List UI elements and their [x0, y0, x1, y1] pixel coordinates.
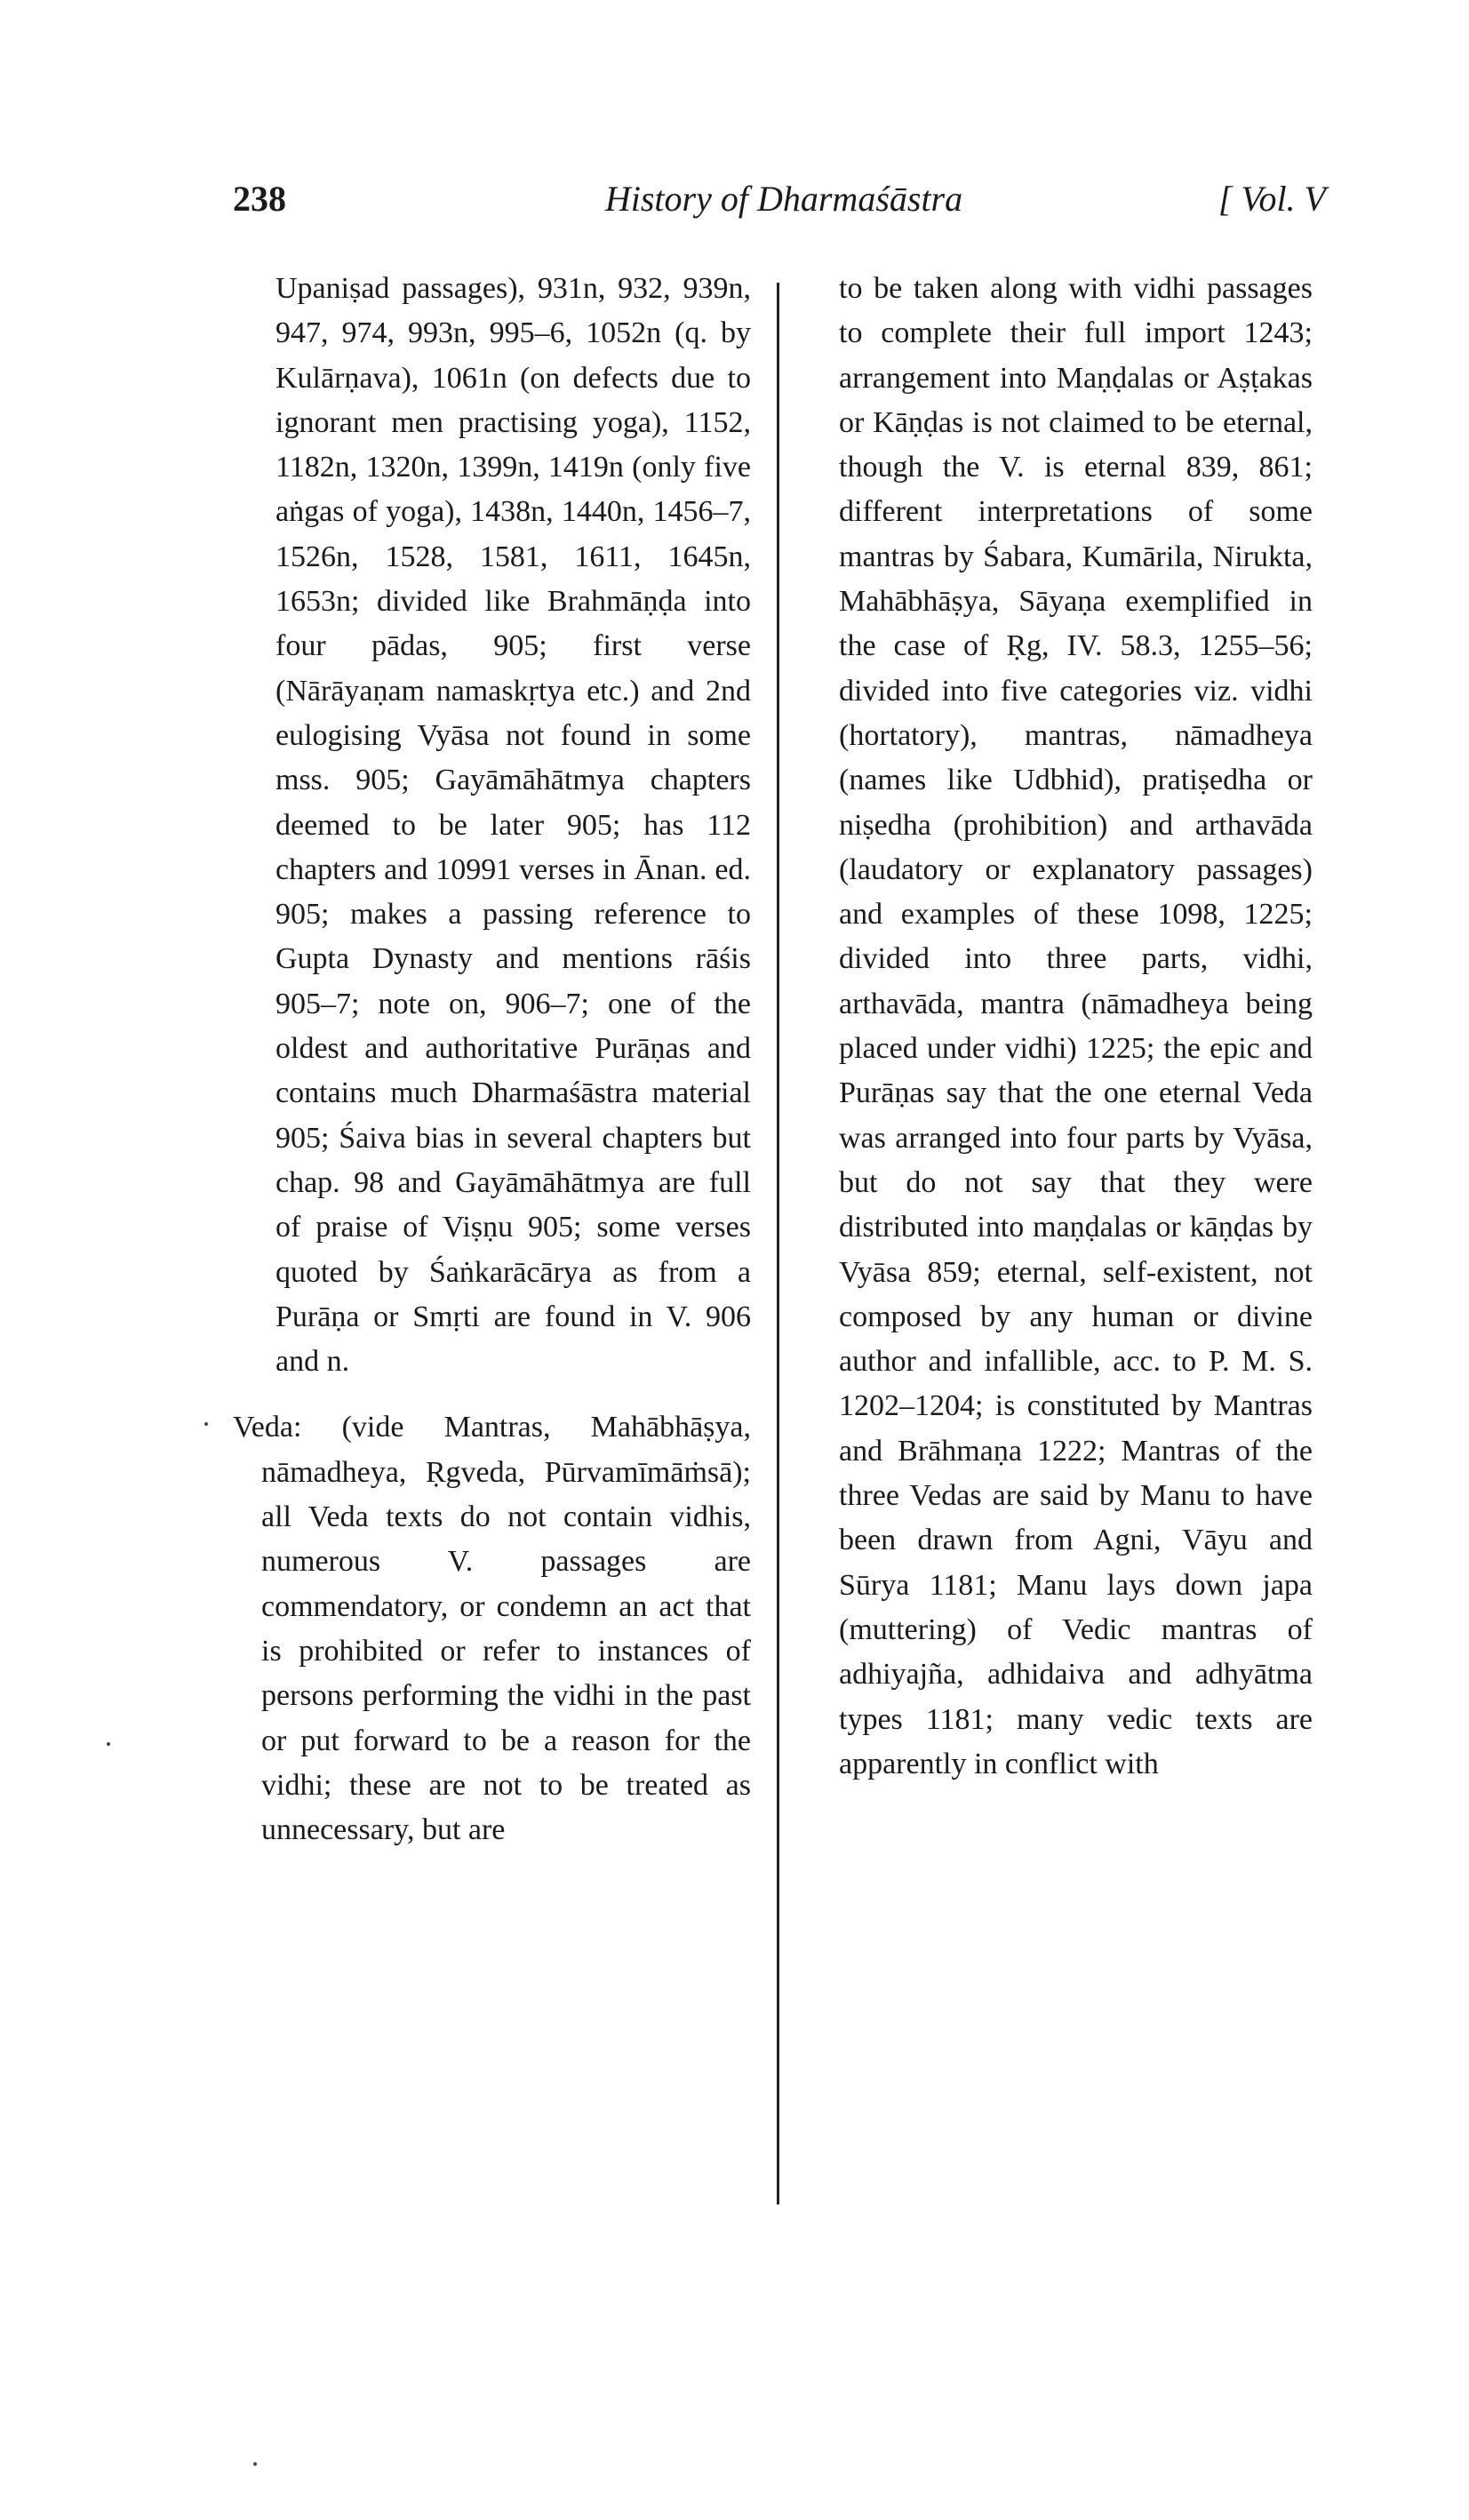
- scan-speck: [253, 2462, 257, 2466]
- page-header: [233, 178, 1326, 231]
- index-entry-continued: Upaniṣad passages), 931n, 932, 939n, 947, 974, 993n, 995–6, 1052n (q. by Kulārṇava), 1061n (on defects due to ignorant men practising yoga), 1152, 1182n, 1320n, 1399n, 1419n (only five aṅgas of yoga), 1438n, 1440n, 1456–7, 1526n, 1528, 1581, 1611, 1645n, 1653n; divided like Brahmāṇḍa into four pādas, 905; first verse (Nārāyaṇam namaskṛtya etc.) and 2nd eulogising Vyāsa not found in some mss. 905; Gayāmāhātmya chapters deemed to be later 905; has 112 chapters and 10991 verses in Ānan. ed. 905; makes a passing reference to Gupta Dynasty and mentions rāśis 905–7; note on, 906–7; one of the oldest and authoritative Purāṇas and contains much Dharmaśāstra material 905; Śaiva bias in several chapters but chap. 98 and Gayāmāhātmya are full of praise of Viṣṇu 905; some verses quoted by Śaṅkarācārya as from a Purāṇa or Smṛti are found in V. 906 and n.: [275, 272, 751, 1379]
- left-column: [233, 267, 751, 1852]
- index-entry-veda-continued: to be taken along with vidhi passages to complete their full import 1243; arrangement into Maṇḍalas or Aṣṭakas or Kāṇḍas is not claimed to be eternal, though the V. is eternal 839, 861; different interpretations of some mantras by Śabara, Kumārila, Nirukta, Mahābhāṣya, Sāyaṇa exemplified in the case of Ṛg, IV. 58.3, 1255–56; divided into five categories viz. vidhi (hortatory), mantras, nāmadheya (names like Udbhid), pratiṣedha or niṣedha (prohibition) and arthavāda (laudatory or explanatory passages) and examples of these 1098, 1225; divided into three parts, vidhi, arthavāda, mantra (nāmadheya being placed under vidhi) 1225; the epic and Purāṇas say that the one eternal Veda was arranged into four parts by Vyāsa, but do not say that they were distributed into maṇḍalas or kāṇḍas by Vyāsa 859; eternal, self-existent, not composed by any human or divine author and infallible, acc. to P. M. S. 1202–1204; is constituted by Mantras and Brāhmaṇa 1222; Mantras of the three Vedas are said by Manu to have been drawn from Agni, Vāyu and Sūrya 1181; Manu lays down japa (muttering) of Vedic mantras of adhiyajña, adhidaiva and adhyātma types 1181; many vedic texts are apparently in conflict with: [839, 272, 1313, 1780]
- right-column: [839, 267, 1313, 1787]
- index-entry-veda: Veda: (vide Mantras, Mahābhāṣya, nāmadheya, Ṛgveda, Pūrvamīmāṁsā); all Veda texts do not contain vidhis, numerous V. passages are commendatory, or condemn an act that is prohibited or refer to instances of persons performing the vidhi in the past or put forward to be a reason for the vidhi; these are not to be treated as unnecessary, but are: [233, 1411, 751, 1847]
- column-divider: [777, 283, 779, 2204]
- scan-speck: [107, 1742, 110, 1746]
- volume-label: [ Vol. V: [1218, 179, 1326, 219]
- running-title: History of Dharmaśāstra: [604, 179, 963, 219]
- page-number: 238: [233, 179, 286, 219]
- scan-speck: [204, 1422, 208, 1426]
